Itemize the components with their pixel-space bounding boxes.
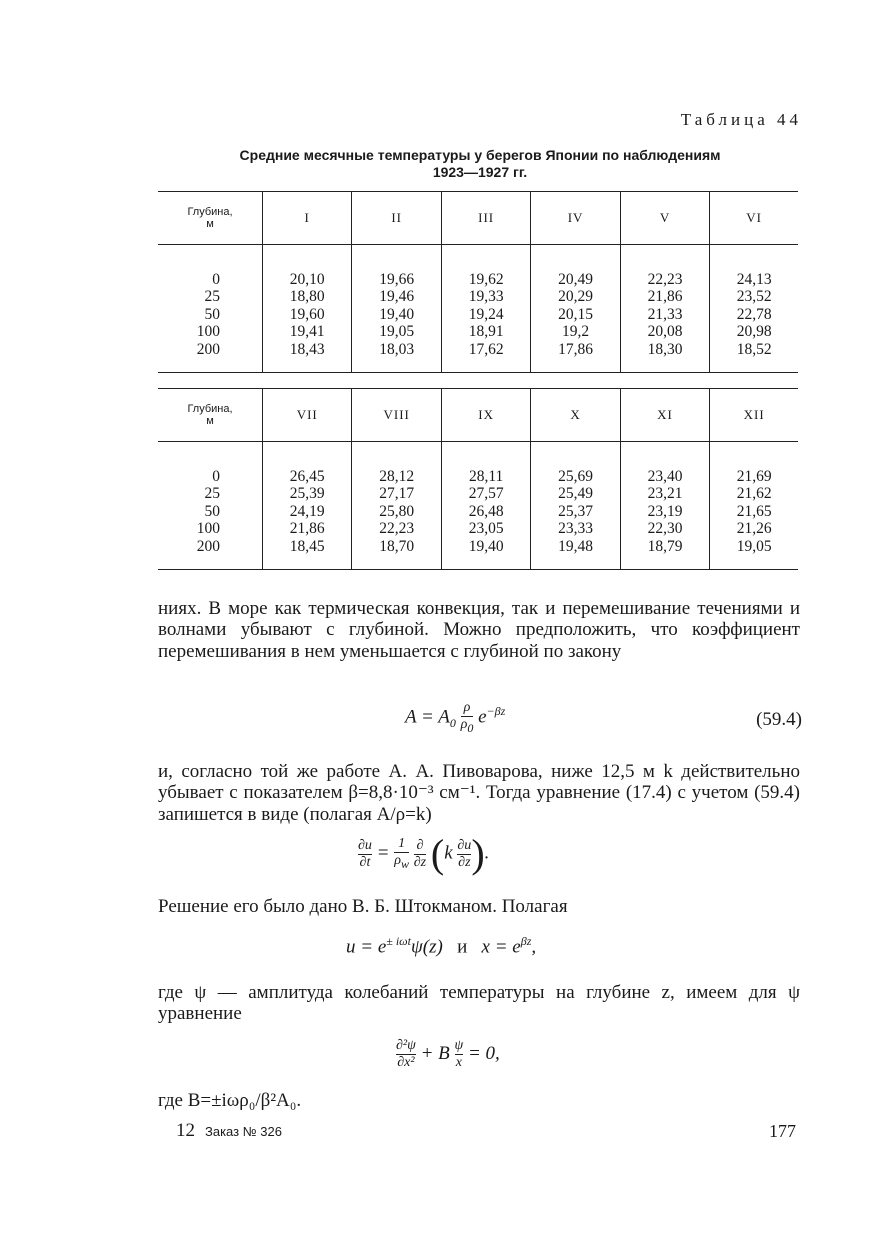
table-cell: 25,39 [289,485,325,503]
depth-header-unit: м [206,218,214,230]
table-cell: 25,80 [379,502,415,520]
order-number: Заказ № 326 [205,1124,282,1139]
equation-59-4: $A = A_0$ $\frac{\rho}{\rho_0}$ $e^{-\beta z}$ [405,700,506,735]
table-cell: 21,26 [736,520,772,538]
table-cell: 17,62 [468,340,504,358]
table-cell: 24,13 [736,271,772,288]
table-cell: 20,98 [736,323,772,341]
table-caption [160,147,800,181]
equation-diffusion: $\frac{\partial u}{\partial t}$ = $\frac{1}{\rho_w}$ $\frac{\partial}{\partial z}$ (k $\frac{\partial u}{\partial z}$ ). [358,831,490,876]
table-cell: 22,78 [736,305,772,323]
table-cell: 19,41 [289,323,325,341]
table-cell: 19,40 [379,305,415,323]
month-values-cell [531,442,620,570]
depth-header-label: Глубина, [187,403,233,415]
table-cell: 19,62 [468,271,504,288]
table-cell: 23,05 [468,520,504,538]
table-caption-line1: Средние месячные температуры у берегов Японии по наблюдениям [239,147,721,163]
table-cell: 21,86 [647,288,683,306]
page-number: 177 [769,1121,796,1141]
table-cell: 200 [196,340,220,358]
table-header-row [158,389,798,442]
footer-signature [176,1120,282,1142]
table-cell: 23,40 [647,468,683,485]
month-header: VI [710,192,798,245]
month-values-cell [263,442,352,570]
depth-values-cell [158,442,263,570]
table-cell: 21,86 [289,520,325,538]
month-values-cell [710,442,798,570]
table-cell: 50 [204,502,220,520]
depth-column-header [158,389,263,442]
table-cell: 100 [196,520,220,538]
month-header: XI [620,389,709,442]
month-header: VIII [352,389,441,442]
temperature-table-part2 [158,388,798,570]
table-cell: 18,43 [289,340,325,358]
month-values-cell [352,442,441,570]
table-cell: 25,69 [558,468,594,485]
table-cell: 21,62 [736,485,772,503]
month-values-cell [710,245,798,373]
table-cell: 22,23 [647,271,683,288]
equation-substitution: $u = e^{\pm i\omega t}\psi(z)$ и $x = e^{\beta z}$, [346,934,537,958]
table-label: Таблица 44 [680,110,802,129]
month-header: IV [531,192,620,245]
month-values-cell [531,245,620,373]
depth-header-label: Глубина, [187,206,233,218]
table-cell: 18,45 [289,537,325,555]
table-cell: 200 [196,537,220,555]
table-cell: 25 [204,485,220,503]
table-cell: 20,08 [647,323,683,341]
month-header: XII [710,389,798,442]
table-cell: 23,19 [647,502,683,520]
table-cell: 19,60 [289,305,325,323]
month-header: V [620,192,709,245]
table-cell: 28,11 [468,468,504,485]
temperature-table-part1 [158,191,798,373]
table-cell: 18,80 [289,288,325,306]
table-body-row [158,442,798,570]
table-cell: 19,33 [468,288,504,306]
table-cell: 20,10 [289,271,325,288]
table-cell: 17,86 [558,340,594,358]
table-cell: 19,46 [379,288,415,306]
table-cell: 18,70 [379,537,415,555]
table-caption-line2: 1923—1927 гг. [432,164,528,180]
table-cell: 27,17 [379,485,415,503]
table-cell: 22,30 [647,520,683,538]
table-cell: 20,49 [558,271,594,288]
month-header: I [263,192,352,245]
month-header: II [352,192,441,245]
table-cell: 25,37 [558,502,594,520]
table-cell: 18,52 [736,340,772,358]
paragraph-4: где ψ — амплитуда колебаний температуры на глубине z, имеем для ψ уравнение [158,982,800,1025]
table-cell: 19,2 [562,323,590,341]
table-cell: 0 [212,468,220,485]
table-cell: 19,05 [736,537,772,555]
table-cell: 18,03 [379,340,415,358]
month-values-cell [620,442,709,570]
month-values-cell [620,245,709,373]
month-values-cell [263,245,352,373]
table-cell: 50 [204,305,220,323]
table-cell: 18,30 [647,340,683,358]
table-cell: 26,45 [289,468,325,485]
month-values-cell [352,245,441,373]
month-header: III [441,192,530,245]
table-cell: 19,24 [468,305,504,323]
table-cell: 19,40 [468,537,504,555]
table-cell: 26,48 [468,502,504,520]
table-cell: 22,23 [379,520,415,538]
table-cell: 21,33 [647,305,683,323]
table-cell: 20,29 [558,288,594,306]
table-cell: 100 [196,323,220,341]
month-values-cell [441,245,530,373]
equation-psi: $\frac{\text{∂²ψ}}{\text{∂x²}}$ + B $\frac{\psi}{x}$ = 0, [396,1038,500,1070]
signature-number: 12 [176,1120,195,1141]
table-cell: 18,91 [468,323,504,341]
month-header: IX [441,389,530,442]
table-header-row [158,192,798,245]
table-cell: 19,48 [558,537,594,555]
table-cell: 18,79 [647,537,683,555]
paragraph-1: ниях. В море как термическая конвекция, так и перемешивание течениями и волнами убывают с глубиной. Можно предположить, что коэффициент перемешивания в нем уменьшается с глубиной по закону [158,598,800,662]
paragraph-5: где B=±iωρ₀/β²A₀. [158,1090,302,1111]
table-cell: 27,57 [468,485,504,503]
fraction-rho: $\frac{\rho}{\rho_0}$ [460,700,474,735]
equation-number: (59.4) [756,709,802,730]
depth-column-header [158,192,263,245]
paragraph-2: и, согласно той же работе А. А. Пивоварова, ниже 12,5 м k действительно убывает с показателем β=8,8·10⁻³ см⁻¹. Тогда уравнение (17.4) с учетом (59.4) запишется в виде (полагая A/ρ=k) [158,761,800,825]
table-cell: 23,21 [647,485,683,503]
table-cell: 0 [212,271,220,288]
depth-values-cell [158,245,263,373]
table-cell: 19,05 [379,323,415,341]
table-cell: 19,66 [379,271,415,288]
table-body-row [158,245,798,373]
month-header: VII [263,389,352,442]
paragraph-3: Решение его было дано В. Б. Штокманом. Полагая [158,896,568,917]
table-cell: 23,52 [736,288,772,306]
table-cell: 25,49 [558,485,594,503]
depth-header-unit: м [206,415,214,427]
table-cell: 28,12 [379,468,415,485]
month-values-cell [441,442,530,570]
month-header: X [531,389,620,442]
table-cell: 21,69 [736,468,772,485]
table-cell: 20,15 [558,305,594,323]
table-cell: 25 [204,288,220,306]
table-cell: 23,33 [558,520,594,538]
table-cell: 21,65 [736,502,772,520]
table-cell: 24,19 [289,502,325,520]
